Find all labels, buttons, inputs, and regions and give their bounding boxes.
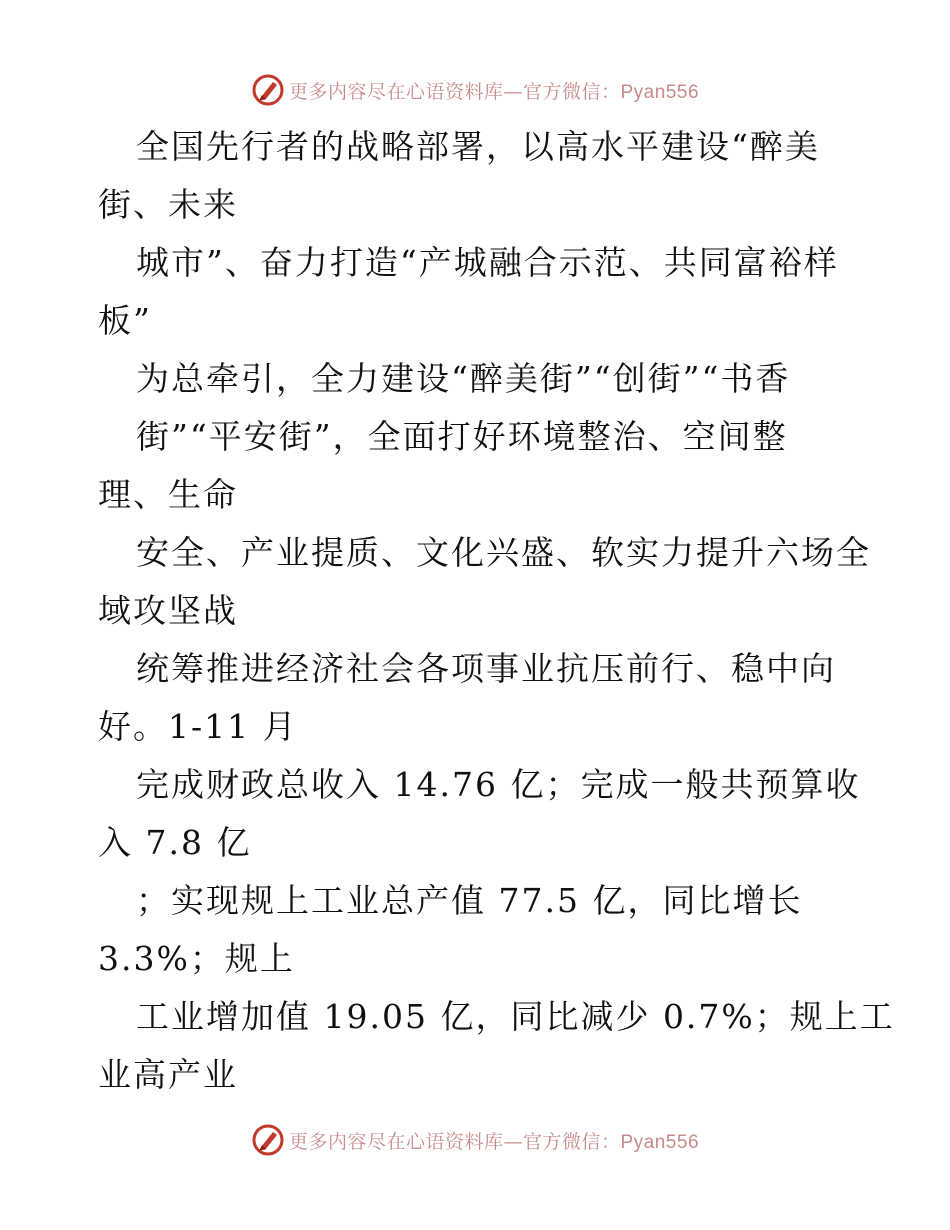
text-line: 为总牵引，全力建设“醉美街”“创街”“书香 (136, 359, 791, 398)
footer-text (289, 1127, 699, 1154)
header-site-text: 更多内容尽在心语资料库 (288, 80, 504, 103)
header-wechat-id: Pyan556 (620, 81, 700, 103)
text-line: 城市”、奋力打造“产城融合示范、共同富裕样 (136, 243, 839, 282)
text-line: 安全、产业提质、文化兴盛、软实力提升六场全 (136, 533, 871, 572)
pen-logo-icon (251, 1123, 285, 1157)
footer-wechat-label: 官方微信： (522, 1130, 621, 1153)
text-line: 好。1-11 月 (98, 707, 298, 746)
header-dash: — (503, 80, 523, 103)
text-line: 3.3%；规上 (98, 939, 295, 978)
header-text (289, 77, 699, 104)
footer-banner (0, 1120, 950, 1160)
header-banner (0, 70, 950, 110)
text-line: 入 7.8 亿 (98, 823, 252, 862)
text-line: 统筹推进经济社会各项事业抗压前行、稳中向 (136, 649, 836, 688)
text-line: 域攻坚战 (98, 591, 238, 630)
text-line: 理、生命 (98, 475, 238, 514)
document-body (98, 118, 895, 1104)
text-line: 街”“平安街”，全面打好环境整治、空间整 (136, 417, 788, 456)
text-line: 全国先行者的战略部署，以高水平建设“醉美 (136, 127, 820, 166)
text-line: 业高产业 (98, 1055, 238, 1094)
text-line: 街、未来 (98, 185, 238, 224)
text-line: 板” (98, 301, 152, 340)
pen-logo-icon (251, 73, 285, 107)
footer-dash: — (503, 1130, 523, 1153)
text-line: ；实现规上工业总产值 77.5 亿，同比增长 (136, 881, 803, 920)
header-wechat-label: 官方微信： (522, 80, 621, 103)
text-line: 工业增加值 19.05 亿，同比减少 0.7%；规上工 (136, 997, 895, 1036)
footer-wechat-id: Pyan556 (620, 1131, 700, 1153)
footer-site-text: 更多内容尽在心语资料库 (288, 1130, 504, 1153)
text-line: 完成财政总收入 14.76 亿；完成一般共预算收 (136, 765, 861, 804)
